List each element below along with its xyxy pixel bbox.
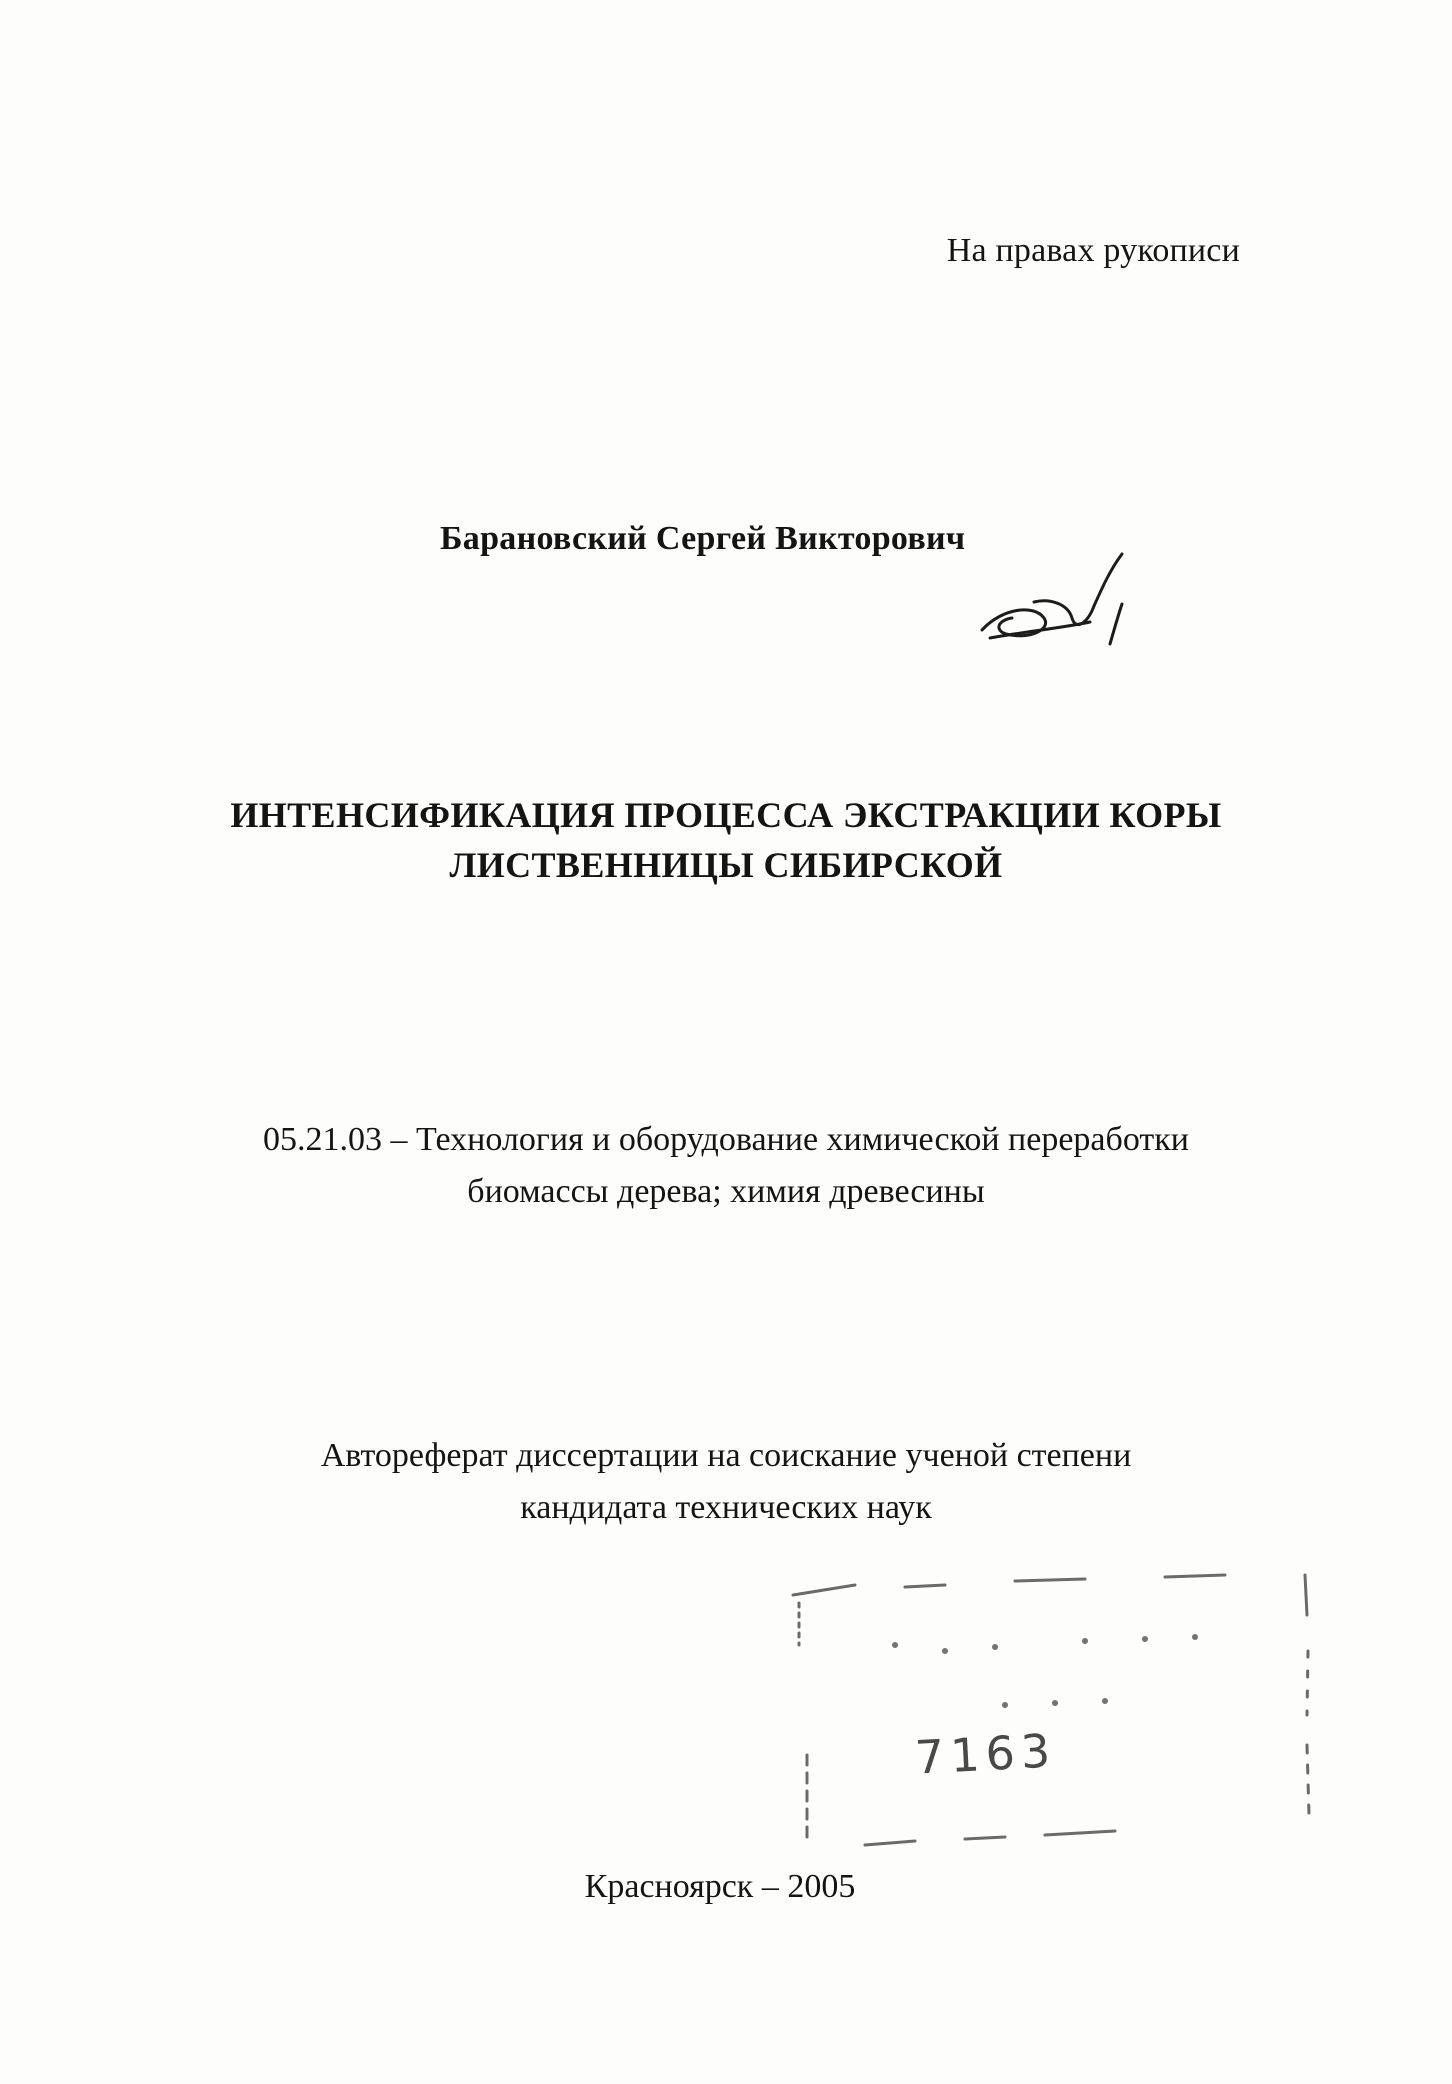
handwritten-signature xyxy=(972,548,1152,658)
degree-line-2: кандидата технических наук xyxy=(520,1489,932,1526)
stamp-frame xyxy=(785,1555,1325,1855)
rights-note: На правах рукописи xyxy=(946,232,1240,269)
city-and-year: Красноярск – 2005 xyxy=(584,1868,856,1905)
thesis-title xyxy=(160,790,1292,890)
stamp-registration-number: 7163 xyxy=(913,1723,1058,1785)
degree-line-1: Автореферат диссертации на соискание ученой степени xyxy=(320,1437,1132,1474)
author-name: Барановский Сергей Викторович xyxy=(440,520,966,557)
thesis-title-line-1: ИНТЕНСИФИКАЦИЯ ПРОЦЕССА ЭКСТРАКЦИИ КОРЫ xyxy=(230,795,1222,835)
degree-statement xyxy=(160,1430,1292,1534)
specialty-line-2: биомассы дерева; химия древесины xyxy=(467,1173,985,1210)
specialty xyxy=(160,1114,1292,1218)
specialty-line-1: 05.21.03 – Технология и оборудование химической переработки xyxy=(263,1121,1189,1158)
library-stamp xyxy=(785,1555,1325,1855)
thesis-title-line-2: ЛИСТВЕННИЦЫ СИБИРСКОЙ xyxy=(449,845,1003,885)
